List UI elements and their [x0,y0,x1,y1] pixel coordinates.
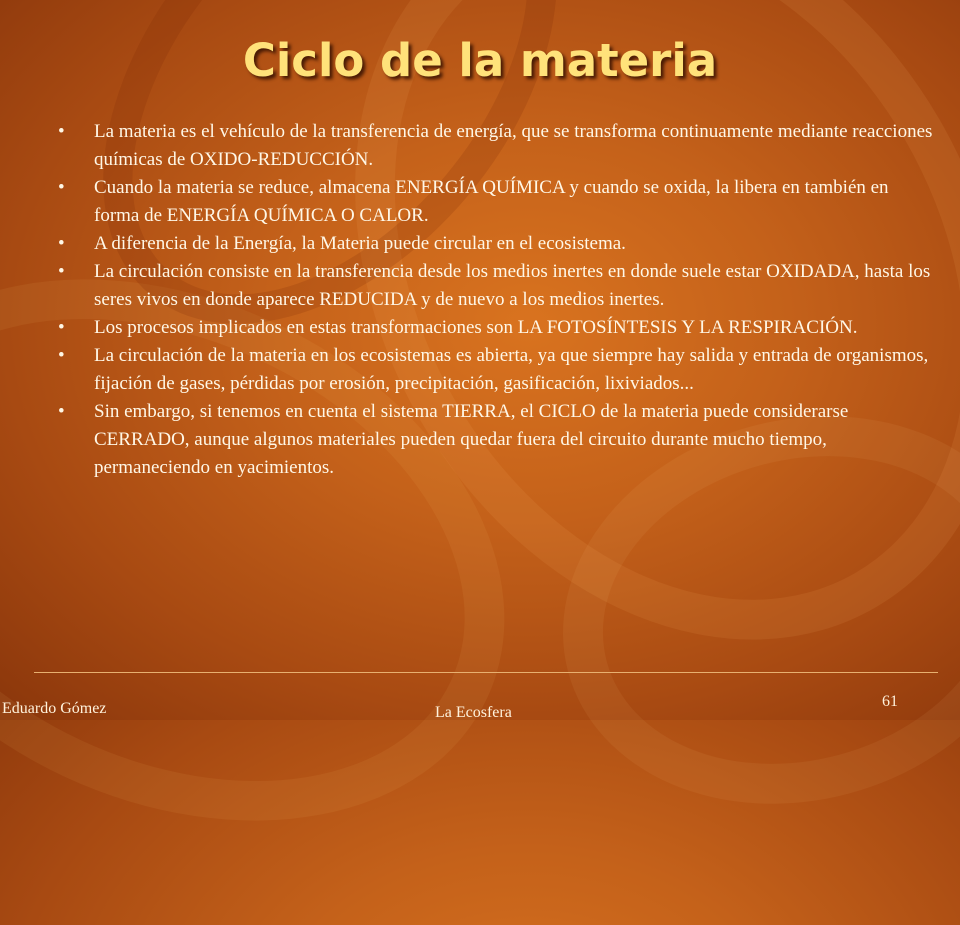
bullet-icon: • [58,261,65,282]
bullet-icon: • [58,317,65,338]
bullet-item [58,342,938,398]
bullet-icon: • [58,121,65,142]
slide-title: Ciclo de la materia [242,34,718,87]
bullet-text: A diferencia de la Energía, la Materia puede circular en el ecosistema. [94,233,626,254]
page-number: 61 [882,693,898,710]
bullet-icon: • [58,233,65,254]
footer-divider [34,672,938,673]
bullet-icon: • [58,345,65,366]
bullet-item [58,174,938,230]
bullet-text: Los procesos implicados en estas transformaciones son LA FOTOSÍNTESIS Y LA RESPIRACIÓN. [94,317,858,338]
bullet-item [58,398,938,482]
footer-author: Eduardo Gómez [2,700,107,717]
bullet-text: Cuando la materia se reduce, almacena ENERGÍA QUÍMICA y cuando se oxida, la libera en también en forma de ENERGÍA QUÍMICA O CALOR. [94,177,889,226]
bullet-text: La circulación consiste en la transferencia desde los medios inertes en donde suele estar OXIDADA, hasta los seres vivos en donde aparece REDUCIDA y de nuevo a los medios inertes. [94,261,931,310]
bullet-item [58,118,938,174]
footer-presentation-title: La Ecosfera [435,704,512,721]
bullet-icon: • [58,177,65,198]
bullet-list [58,118,938,482]
bullet-item [58,258,938,314]
bullet-text: Sin embargo, si tenemos en cuenta el sistema TIERRA, el CICLO de la materia puede considerarse CERRADO, aunque algunos materiales pueden quedar fuera del circuito durante mucho tiempo, permaneciendo en yacimientos. [94,401,849,478]
bullet-text: La materia es el vehículo de la transferencia de energía, que se transforma continuamente mediante reacciones químicas de OXIDO-REDUCCIÓN. [94,121,933,170]
bullet-icon: • [58,401,65,422]
bullet-item [58,230,938,258]
bullet-item [58,314,938,342]
bullet-text: La circulación de la materia en los ecosistemas es abierta, ya que siempre hay salida y entrada de organismos, fijación de gases, pérdidas por erosión, precipitación, gasificación, lixiviados... [94,345,929,394]
